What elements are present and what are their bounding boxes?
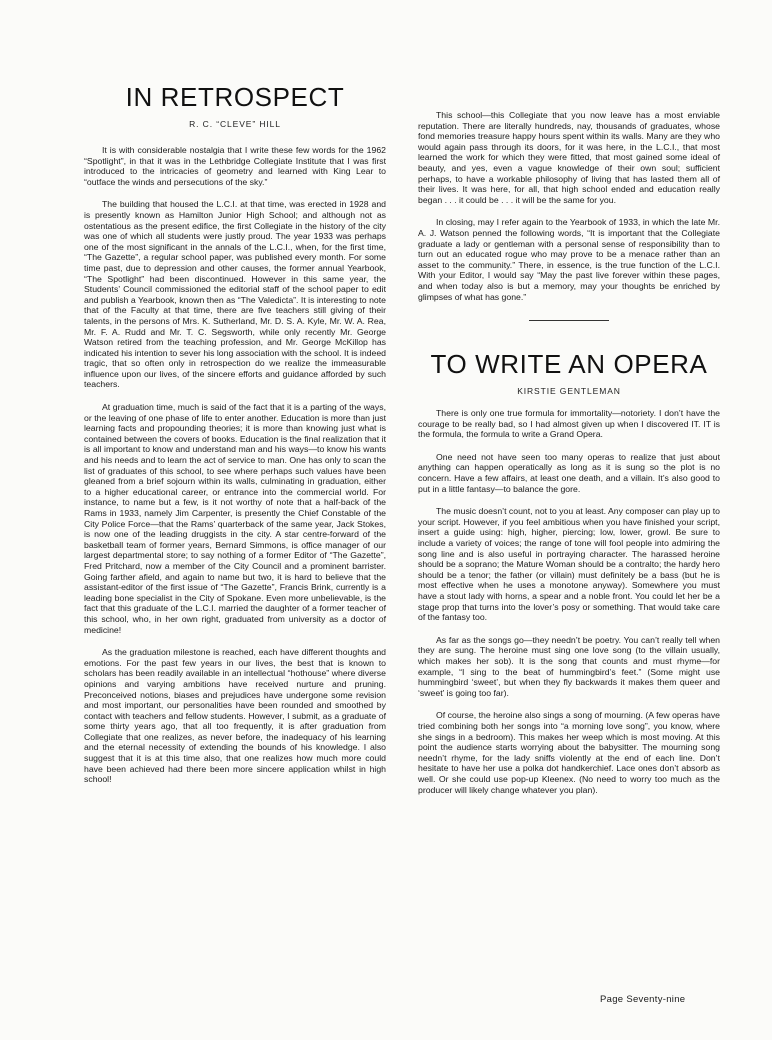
page-number: Page Seventy-nine [600,994,686,1005]
paragraph: The music doesn’t count, not to you at least. Any composer can play up to your script. However, if you feel ambitious when you have finished your script, insert a guide using: high, higher, piercing; low, lower, growl. Be sure to include a variety of voices; the range of tone will fool people into admiring the song line and is also useful in portraying character. The harassed heroine should be a soprano; the Mature Woman should be a contralto; the hardy hero should be a tenor; the father (or villain) must definitely be a bass (but he is most effective when he uses a monotone anyway). Somewhere you must have a stout lady with horns, a spear and a noble front. You could let her be a stage prop that turns into the lover’s posy or something. That would take care of the fantasy too. [418,506,720,623]
paragraph: At graduation time, much is said of the fact that it is a parting of the ways, or the leaving of one phase of life to enter another. Education is more than just learning facts and propounding theories; it is more than knowing just what is contained between the covers of books. Education is the final realization that it is all important to know and understand man and his ways—to know his wants and his needs and to learn the act of service to man. One has only to scan the list of graduates of this school, to see where perhaps such values have been gleaned from a brief sojourn within its walls, culminating in graduation, either to a higher educational career, or entrance into the commercial world. For instance, to name but a few, is it not worthy of note that a half-back of the Rams in 1933, namely Jim Carpenter, is presently the Chief Constable of the City Police Force—that the Rams’ quarterback of the same year, Jack Stokes, is now one of the leading druggists in the city. A star centre-forward of the basketball team of former years, Bernard Simmons, is office manager of our largest departmental store; to say nothing of a former Editor of “The Gazette”, Fred Pritchard, now a member of the City Council and a prominent barrister. Going farther afield, and again to name but two, it is hard to believe that the assistant-editor of the first issue of “The Gazette”, Francis Brink, currently is a leading bone specialist in the City of Spokane. Even more unbelievable, is the fact that this graduate of the L.C.I. married the daughter of a former teacher of this school, who, in her own right, graduated from university as a doctor of medicine! [84,402,386,635]
left-column [84,0,386,785]
paragraph: The building that housed the L.C.I. at that time, was erected in 1928 and is presently known as Hamilton Junior High School; and although not as ostentatious as the present edifice, the first Collegiate in the history of the city was one of which all students were justly proud. The year 1933 was perhaps one of the most significant in the annals of the L.C.I., when, for the first time, “The Gazette”, a regular school paper, was published every month. For some time past, due to depression and other causes, the former annual Yearbook, “The Spotlight” had been discontinued. However in this same year, the Students’ Council commissioned the editorial staff of the school paper to edit and publish a Yearbook, known then as “The Valedicta”. It is interesting to note that of the Faculty at that time, there are five teachers still giving of their talents, in the persons of Mrs. K. Sutherland, Mr. D. S. A. Kyle, Mr. W. A. Rea, Mr. F. A. Rudd and Mr. T. C. Segsworth, while only recently Mr. George Watson retired from the teaching profession, and Mr. George McKillop has indicated his intention to sever his long association with the school. It is indeed tragic, that so often only in retrospection do we realize the immeasurable influence upon our lives, of the sincere efforts and guidance afforded by such teachers. [84,199,386,390]
paragraph: It is with considerable nostalgia that I write these few words for the 1962 “Spotlight”, in that it was in the Lethbridge Collegiate Institute that I was first introduced to the intricacies of geometry and learned with King Lear to “outface the winds and persecutions of the sky.” [84,145,386,187]
article-title-to-write-an-opera: TO WRITE AN OPERA [430,349,708,380]
paragraph: In closing, may I refer again to the Yearbook of 1933, in which the late Mr. A. J. Watson penned the following words, “It is important that the Collegiate graduate a lady or gentleman with a personal sense of responsibility than to turn out an educated rogue who may prove to be a menace rather than an asset to the community.” There, in essence, is the true function of the L.C.I. With your Editor, I would say “May the past live forever within these pages, and when today also is but a memory, may your thoughts be enriched by glimpses of what has gone.” [418,217,720,302]
paragraph: Of course, the heroine also sings a song of mourning. (A few operas have tried combining both her songs into “a morning love song”, you know, where she sings in a bedroom). This makes her weep which is most moving. At this point the audience starts worrying about the babysitter. The mourning song needn’t rhyme, for the lady sniffs violently at the end of each line. Don’t hesitate to have her use a polka dot handkerchief. Lace ones don’t absorb as well. Or she could use pop-up Kleenex. (No need to worry too much as the producer will likely change whatever you plan). [418,710,720,795]
article-byline: KIRSTIE GENTLEMAN [517,386,621,397]
right-column [418,0,720,795]
paragraph: As far as the songs go—they needn’t be poetry. You can’t really tell when they are sung. The heroine must sing one love song (to the villain usually, which makes her sob). It is the song that counts and must rhyme—for example, “I sing to the beat of hummingbird’s feet.” (Some might use hummingbird ‘sweet’, but when they fly backwards it makes them queer and ‘sweet’ is going too far). [418,634,720,698]
paragraph: As the graduation milestone is reached, each have different thoughts and emotions. For the past few years in our lives, the best that is known to scholars has been readily available in an intellectual “hothouse” where diverse opinions and varying ambitions have received nurture and pruning. Preconceived notions, biases and prejudices have undergone some revision and most important, our personalities have been rounded and smoothed by contact with teachers and fellow students. However, I submit, as a graduate of some thirty years ago, that all too frequently, it is after graduation from Collegiate that one realizes, as never before, the inadequacy of his learning and the eternal necessity of extending the bounds of his knowledge. I also suggest that it is at this time also, that one realizes how much more could have been achieved had there been more sincere application whilst in high school! [84,647,386,785]
article-title-in-retrospect: IN RETROSPECT [125,82,345,112]
paragraph: This school—this Collegiate that you now leave has a most enviable reputation. There are literally hundreds, nay, thousands of graduates, whose fond memories treasure happy hours spent within its walls. Many are they who would again pass through its doors, for it was here, in the L.C.I., that most learned the work for which they were fitted, that most gained some ideal of beauty, and yes, even a vague knowledge of their own soul; sufficient perhaps, to have a workable philosophy of living that has lasted them all of their lives. It was here, for all, that high school ended and education really began . . . it could be . . . it will be the same for you. [418,110,720,205]
section-divider [529,320,609,321]
paragraph: One need not have seen too many operas to realize that just about anything can happen operatically as long as it is sung so the plot is no concern. Have a few affairs, at least one death, and a villain. It’s also good to put in a little fantasy—to balance the gore. [418,451,720,494]
paragraph: There is only one true formula for immortality—notoriety. I don’t have the courage to be really bad, so I had almost given up when I discovered IT. IT is the formula, the formula to write a Grand Opera. [418,408,720,440]
article-byline: R. C. “CLEVE” HILL [189,119,281,129]
